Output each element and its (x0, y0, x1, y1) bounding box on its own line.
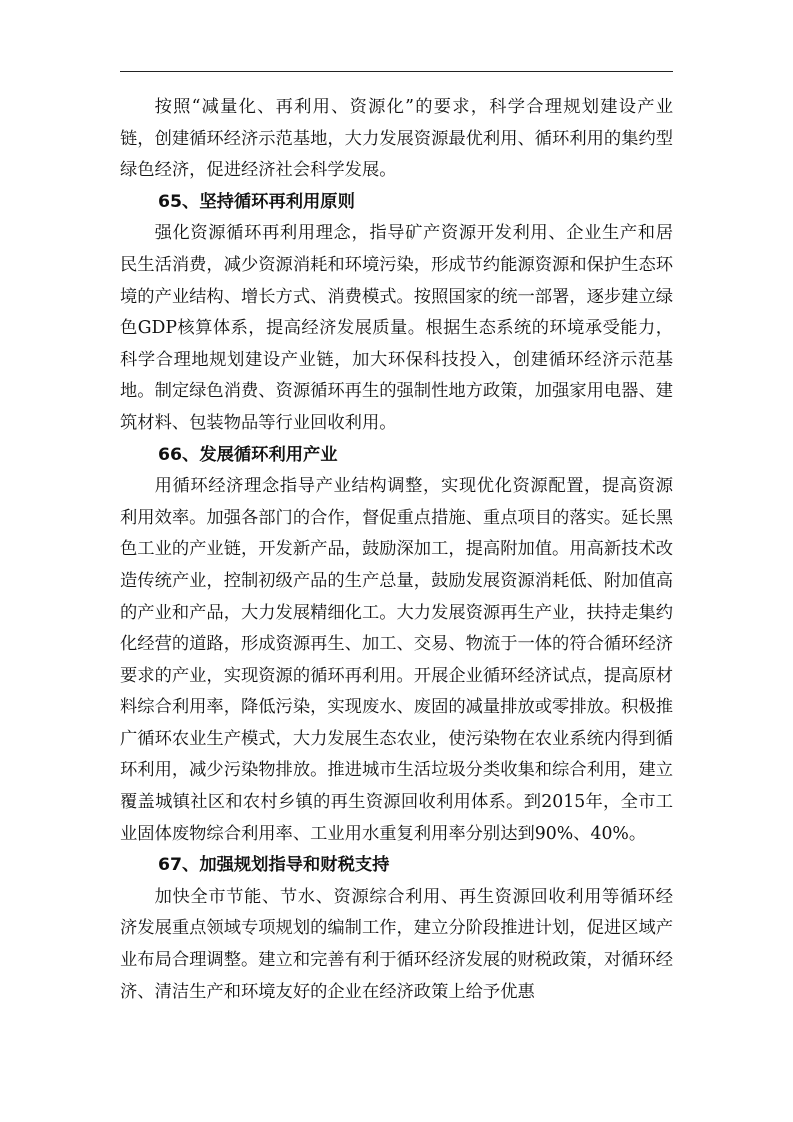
section-heading-65: 65、坚持循环再利用原则 (158, 191, 355, 212)
intro-paragraph: 按照“减量化、再利用、资源化”的要求，科学合理规划建设产业链，创建循环经济示范基地，大力发展资源最优利用、循环利用的集约型绿色经济，促进经济社会科学发展。 (120, 97, 674, 181)
document-body (120, 92, 673, 1008)
section-heading-67: 67、加强规划指导和财税支持 (158, 855, 390, 876)
section-65-paragraph: 强化资源循环再利用理念，指导矿产资源开发利用、企业生产和居民生活消费，减少资源消耗和环境污染，形成节约能源资源和保护生态环境的产业结构、增长方式、消费模式。按照国家的统一部署，逐步建立绿色GDP核算体系，提高经济发展质量。根据生态系统的环境承受能力，科学合理地规划建设产业链，加大环保科技投入，创建循环经济示范基地。制定绿色消费、资源循环再生的强制性地方政策，加强家用电器、建筑材料、包装物品等行业回收利用。 (120, 223, 674, 433)
section-66-paragraph: 用循环经济理念指导产业结构调整，实现优化资源配置，提高资源利用效率。加强各部门的合作，督促重点措施、重点项目的落实。延长黑色工业的产业链，开发新产品，鼓励深加工，提高附加值。用高新技术改造传统产业，控制初级产品的生产总量，鼓励发展资源消耗低、附加值高的产业和产品，大力发展精细化工。大力发展资源再生产业，扶持走集约化经营的道路，形成资源再生、加工、交易、物流于一体的符合循环经济要求的产业，实现资源的循环再利用。开展企业循环经济试点，提高原材料综合利用率，降低污染，实现废水、废固的减量排放或零排放。积极推广循环农业生产模式，大力发展生态农业，使污染物在农业系统内得到循环利用，减少污染物排放。推进城市生活垃圾分类收集和综合利用，建立覆盖城镇社区和农村乡镇的再生资源回收利用体系。到2015年，全市工业固体废物综合利用率、工业用水重复利用率分别达到90%、40%。 (120, 476, 674, 844)
section-heading-66: 66、发展循环利用产业 (158, 444, 338, 465)
section-67-paragraph: 加快全市节能、节水、资源综合利用、再生资源回收利用等循环经济发展重点领域专项规划的编制工作，建立分阶段推进计划，促进区域产业布局合理调整。建立和完善有利于循环经济发展的财税政策，对循环经济、清洁生产和环境友好的企业在经济政策上给予优惠 (120, 886, 674, 1002)
header-rule (120, 71, 673, 72)
